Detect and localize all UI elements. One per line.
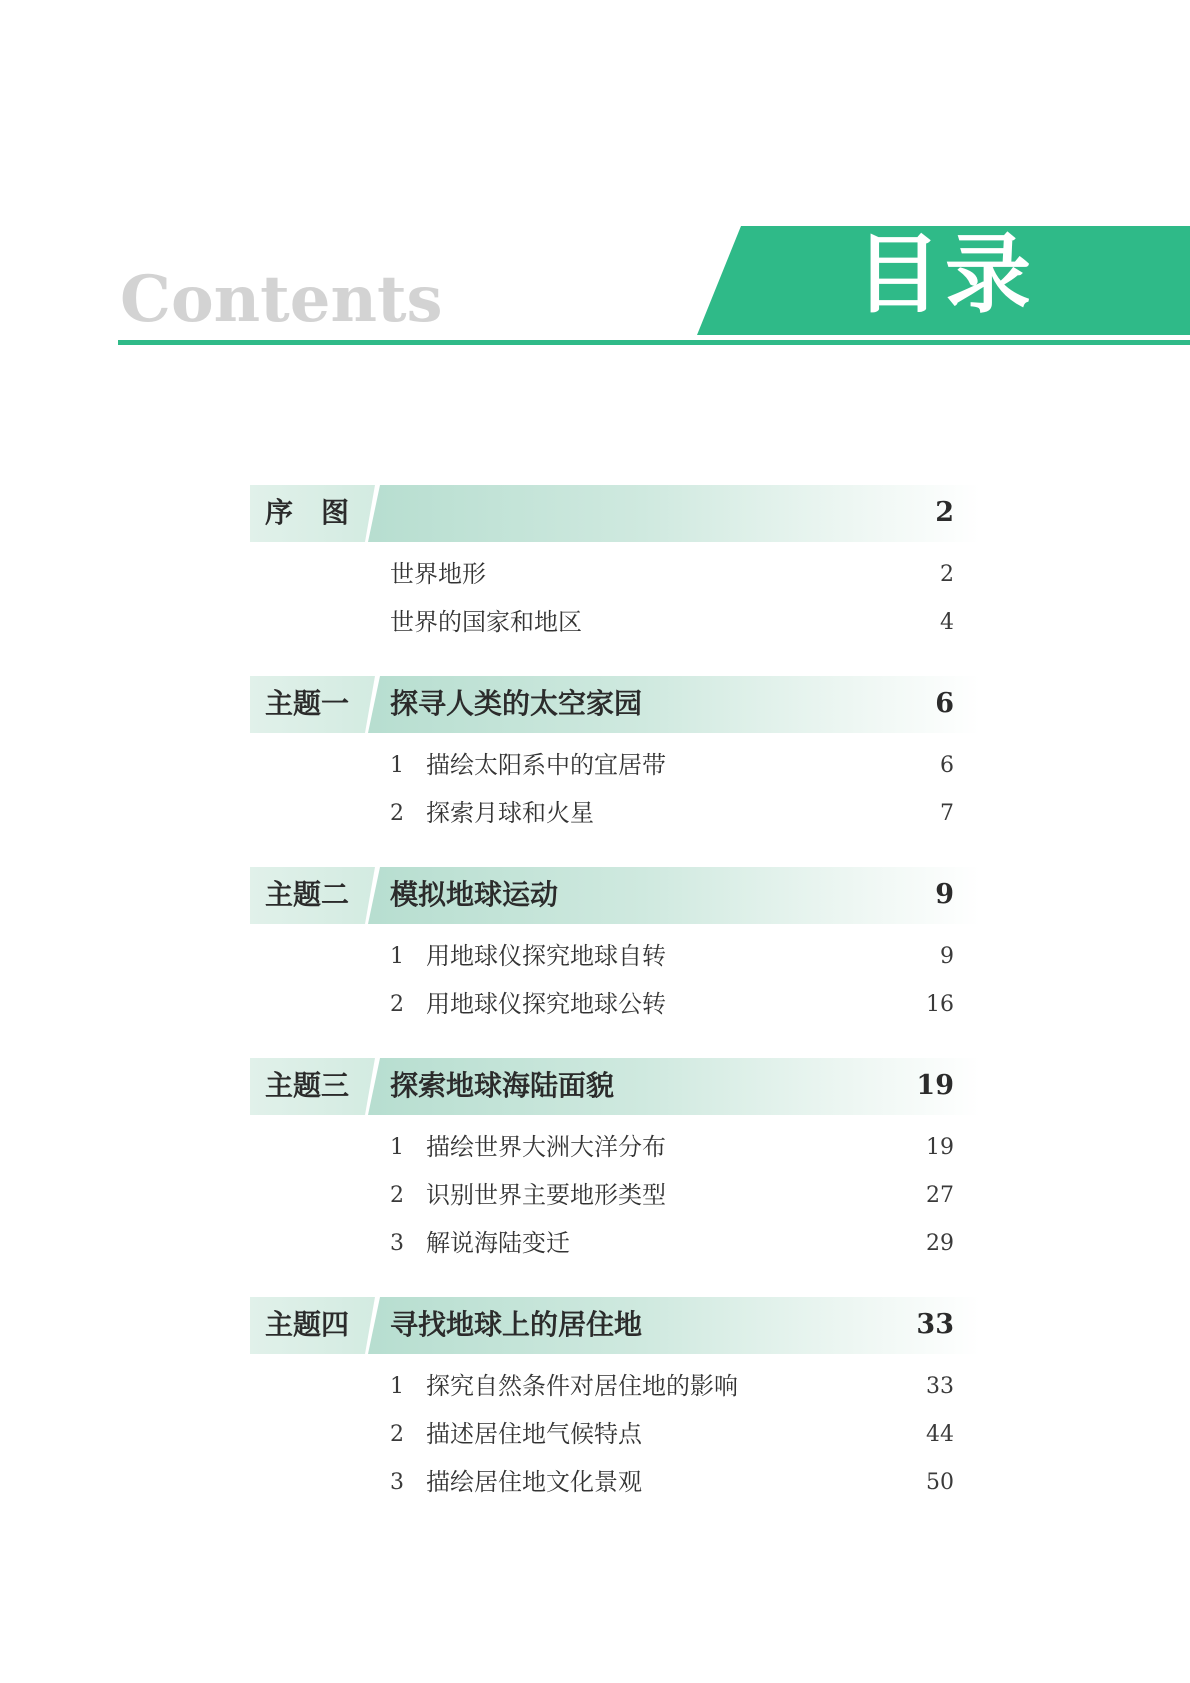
toc-section-header[interactable]	[250, 1058, 980, 1115]
section-page-number: 9	[935, 879, 954, 910]
section-label: 主题二	[265, 878, 350, 911]
section-items	[250, 1115, 980, 1297]
item-page-number: 50	[926, 1470, 954, 1495]
toc-item[interactable]	[250, 1414, 980, 1462]
section-items	[250, 542, 980, 676]
section-title: 探索地球海陆面貌	[390, 1069, 615, 1102]
page-header	[0, 0, 1190, 360]
toc-item[interactable]	[250, 602, 980, 650]
toc-section-header[interactable]	[250, 1297, 980, 1354]
toc-item[interactable]	[250, 1127, 980, 1175]
section-page-number: 2	[935, 497, 954, 528]
header-rule	[118, 340, 1190, 345]
toc-item[interactable]	[250, 1462, 980, 1510]
item-page-number: 27	[926, 1183, 954, 1208]
toc-section-header[interactable]	[250, 485, 980, 542]
item-page-number: 16	[926, 992, 954, 1017]
toc-item[interactable]	[250, 793, 980, 841]
page-title: 目录	[855, 225, 1035, 325]
section-title: 模拟地球运动	[390, 878, 559, 911]
item-number: 3	[390, 1470, 404, 1495]
item-title: 用地球仪探究地球自转	[426, 942, 666, 970]
item-title: 识别世界主要地形类型	[426, 1181, 666, 1209]
item-page-number: 7	[940, 801, 954, 826]
toc-item[interactable]	[250, 554, 980, 602]
item-number: 2	[390, 1422, 404, 1447]
item-page-number: 33	[926, 1374, 954, 1399]
section-title: 寻找地球上的居住地	[390, 1308, 643, 1341]
toc-item[interactable]	[250, 1366, 980, 1414]
toc-section-header[interactable]	[250, 676, 980, 733]
toc-item[interactable]	[250, 745, 980, 793]
section-label: 主题四	[265, 1308, 350, 1341]
item-title: 解说海陆变迁	[426, 1229, 570, 1257]
item-title: 描绘居住地文化景观	[426, 1468, 642, 1496]
item-title: 描绘太阳系中的宜居带	[426, 751, 666, 779]
item-title: 探究自然条件对居住地的影响	[426, 1372, 738, 1400]
item-number: 1	[390, 1135, 404, 1160]
item-title: 描述居住地气候特点	[426, 1420, 642, 1448]
item-page-number: 44	[926, 1422, 954, 1447]
item-page-number: 9	[940, 944, 954, 969]
toc-section-header[interactable]	[250, 867, 980, 924]
toc-item[interactable]	[250, 1223, 980, 1271]
item-page-number: 19	[926, 1135, 954, 1160]
section-items	[250, 733, 980, 867]
item-title: 探索月球和火星	[426, 799, 594, 827]
item-number: 1	[390, 944, 404, 969]
section-label: 序 图	[265, 496, 350, 529]
item-title: 用地球仪探究地球公转	[426, 990, 666, 1018]
item-number: 1	[390, 1374, 404, 1399]
item-page-number: 29	[926, 1231, 954, 1256]
section-page-number: 6	[935, 688, 954, 719]
section-label: 主题一	[265, 687, 350, 720]
item-page-number: 2	[940, 562, 954, 587]
item-number: 2	[390, 1183, 404, 1208]
contents-word: Contents	[120, 262, 443, 337]
toc-item[interactable]	[250, 1175, 980, 1223]
section-items	[250, 1354, 980, 1536]
item-page-number: 4	[940, 610, 954, 635]
section-page-number: 33	[916, 1309, 954, 1340]
section-title: 探寻人类的太空家园	[390, 687, 643, 720]
toc-item[interactable]	[250, 936, 980, 984]
section-page-number: 19	[916, 1070, 954, 1101]
item-number: 2	[390, 992, 404, 1017]
toc-item[interactable]	[250, 984, 980, 1032]
table-of-contents	[250, 485, 980, 1536]
item-number: 1	[390, 753, 404, 778]
item-title: 描绘世界大洲大洋分布	[426, 1133, 666, 1161]
section-items	[250, 924, 980, 1058]
item-number: 2	[390, 801, 404, 826]
item-title: 世界的国家和地区	[390, 608, 582, 636]
item-title: 世界地形	[390, 560, 486, 588]
item-number: 3	[390, 1231, 404, 1256]
section-label: 主题三	[265, 1069, 350, 1102]
section-title-bar	[368, 485, 980, 542]
item-page-number: 6	[940, 753, 954, 778]
